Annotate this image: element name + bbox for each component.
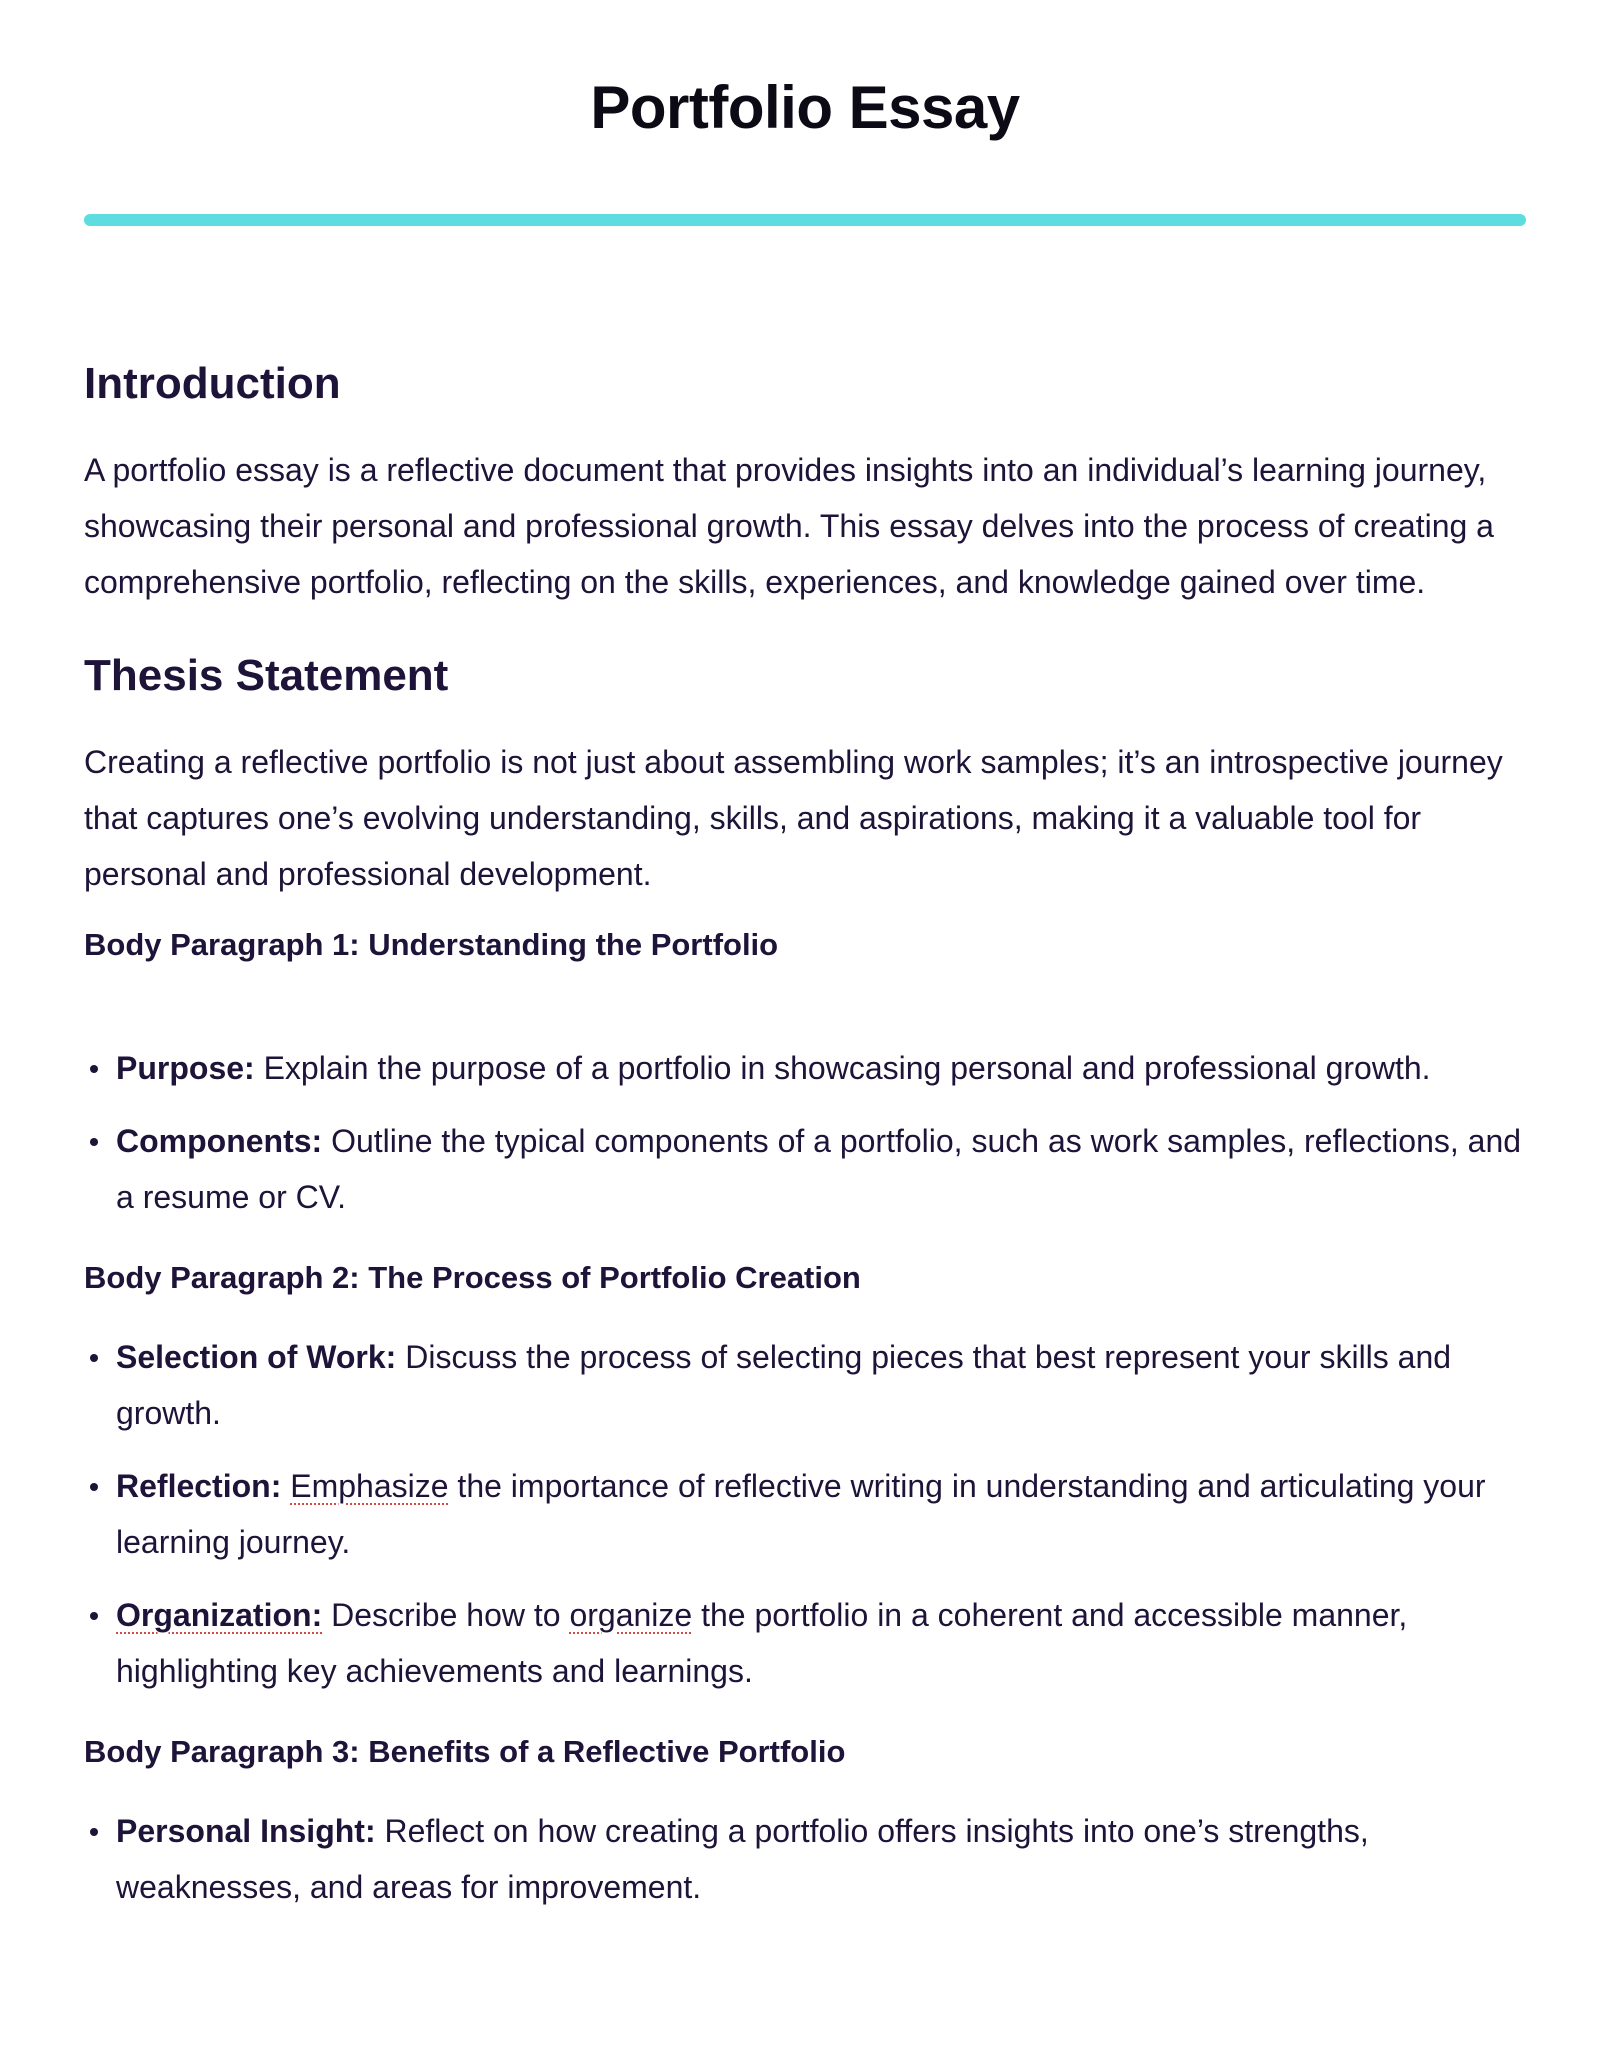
list-item-label: Reflection: (116, 1468, 282, 1504)
list-item-text: Outline the typical components of a portfolio, such as work samples, reflections, and a resume or CV. (116, 1123, 1522, 1215)
list-item-label[interactable]: Organization: (116, 1597, 323, 1633)
list-item-text: Discuss the process of selecting pieces that best represent your skills and growth. (116, 1339, 1452, 1431)
introduction-paragraph: A portfolio essay is a reflective document that provides insights into an individual’s learning journey, showcasing their personal and professional growth. This essay delves into the process of creating a comprehensive portfolio, reflecting on the skills, experiences, and knowledge gained over time. (84, 452, 1494, 600)
list-item (84, 1458, 1526, 1570)
body3-list (84, 1803, 1526, 1915)
body1-heading: Body Paragraph 1: Understanding the Portfolio (84, 927, 779, 962)
body1-list (84, 1040, 1526, 1225)
thesis-heading: Thesis Statement (84, 651, 449, 700)
list-item-label: Purpose: (116, 1050, 255, 1086)
list-item-text-pre: Describe how to (322, 1597, 570, 1633)
list-item (84, 1113, 1526, 1225)
page-title: Portfolio Essay (590, 74, 1020, 141)
list-item-text: the portfolio in a coherent and accessible manner, highlighting key achievements and learnings. (116, 1597, 1408, 1689)
spellcheck-word[interactable]: Emphasize (290, 1468, 449, 1504)
list-item (84, 1587, 1526, 1699)
body2-heading: Body Paragraph 2: The Process of Portfolio Creation (84, 1260, 861, 1295)
spellcheck-word[interactable]: organize (569, 1597, 693, 1633)
list-item (84, 1329, 1526, 1441)
list-item-label: Selection of Work: (116, 1339, 397, 1375)
list-item-label: Components: (116, 1123, 323, 1159)
list-item-text: Reflect on how creating a portfolio offers insights into one’s strengths, weaknesses, and areas for improvement. (116, 1813, 1369, 1905)
introduction-heading: Introduction (84, 359, 341, 408)
list-item (84, 1803, 1526, 1915)
thesis-paragraph: Creating a reflective portfolio is not just about assembling work samples; it’s an introspective journey that captures one’s evolving understanding, skills, and aspirations, making it a valuable tool for personal and professional development. (84, 744, 1503, 892)
body2-list (84, 1329, 1526, 1699)
list-item-label: Personal Insight: (116, 1813, 376, 1849)
list-item (84, 1040, 1526, 1096)
body3-heading: Body Paragraph 3: Benefits of a Reflective Portfolio (84, 1734, 846, 1769)
list-item-text-pre (281, 1468, 290, 1504)
list-item-text: the importance of reflective writing in understanding and articulating your learning journey. (116, 1468, 1486, 1560)
title-divider (84, 214, 1526, 226)
list-item-text: Explain the purpose of a portfolio in showcasing personal and professional growth. (254, 1050, 1431, 1086)
